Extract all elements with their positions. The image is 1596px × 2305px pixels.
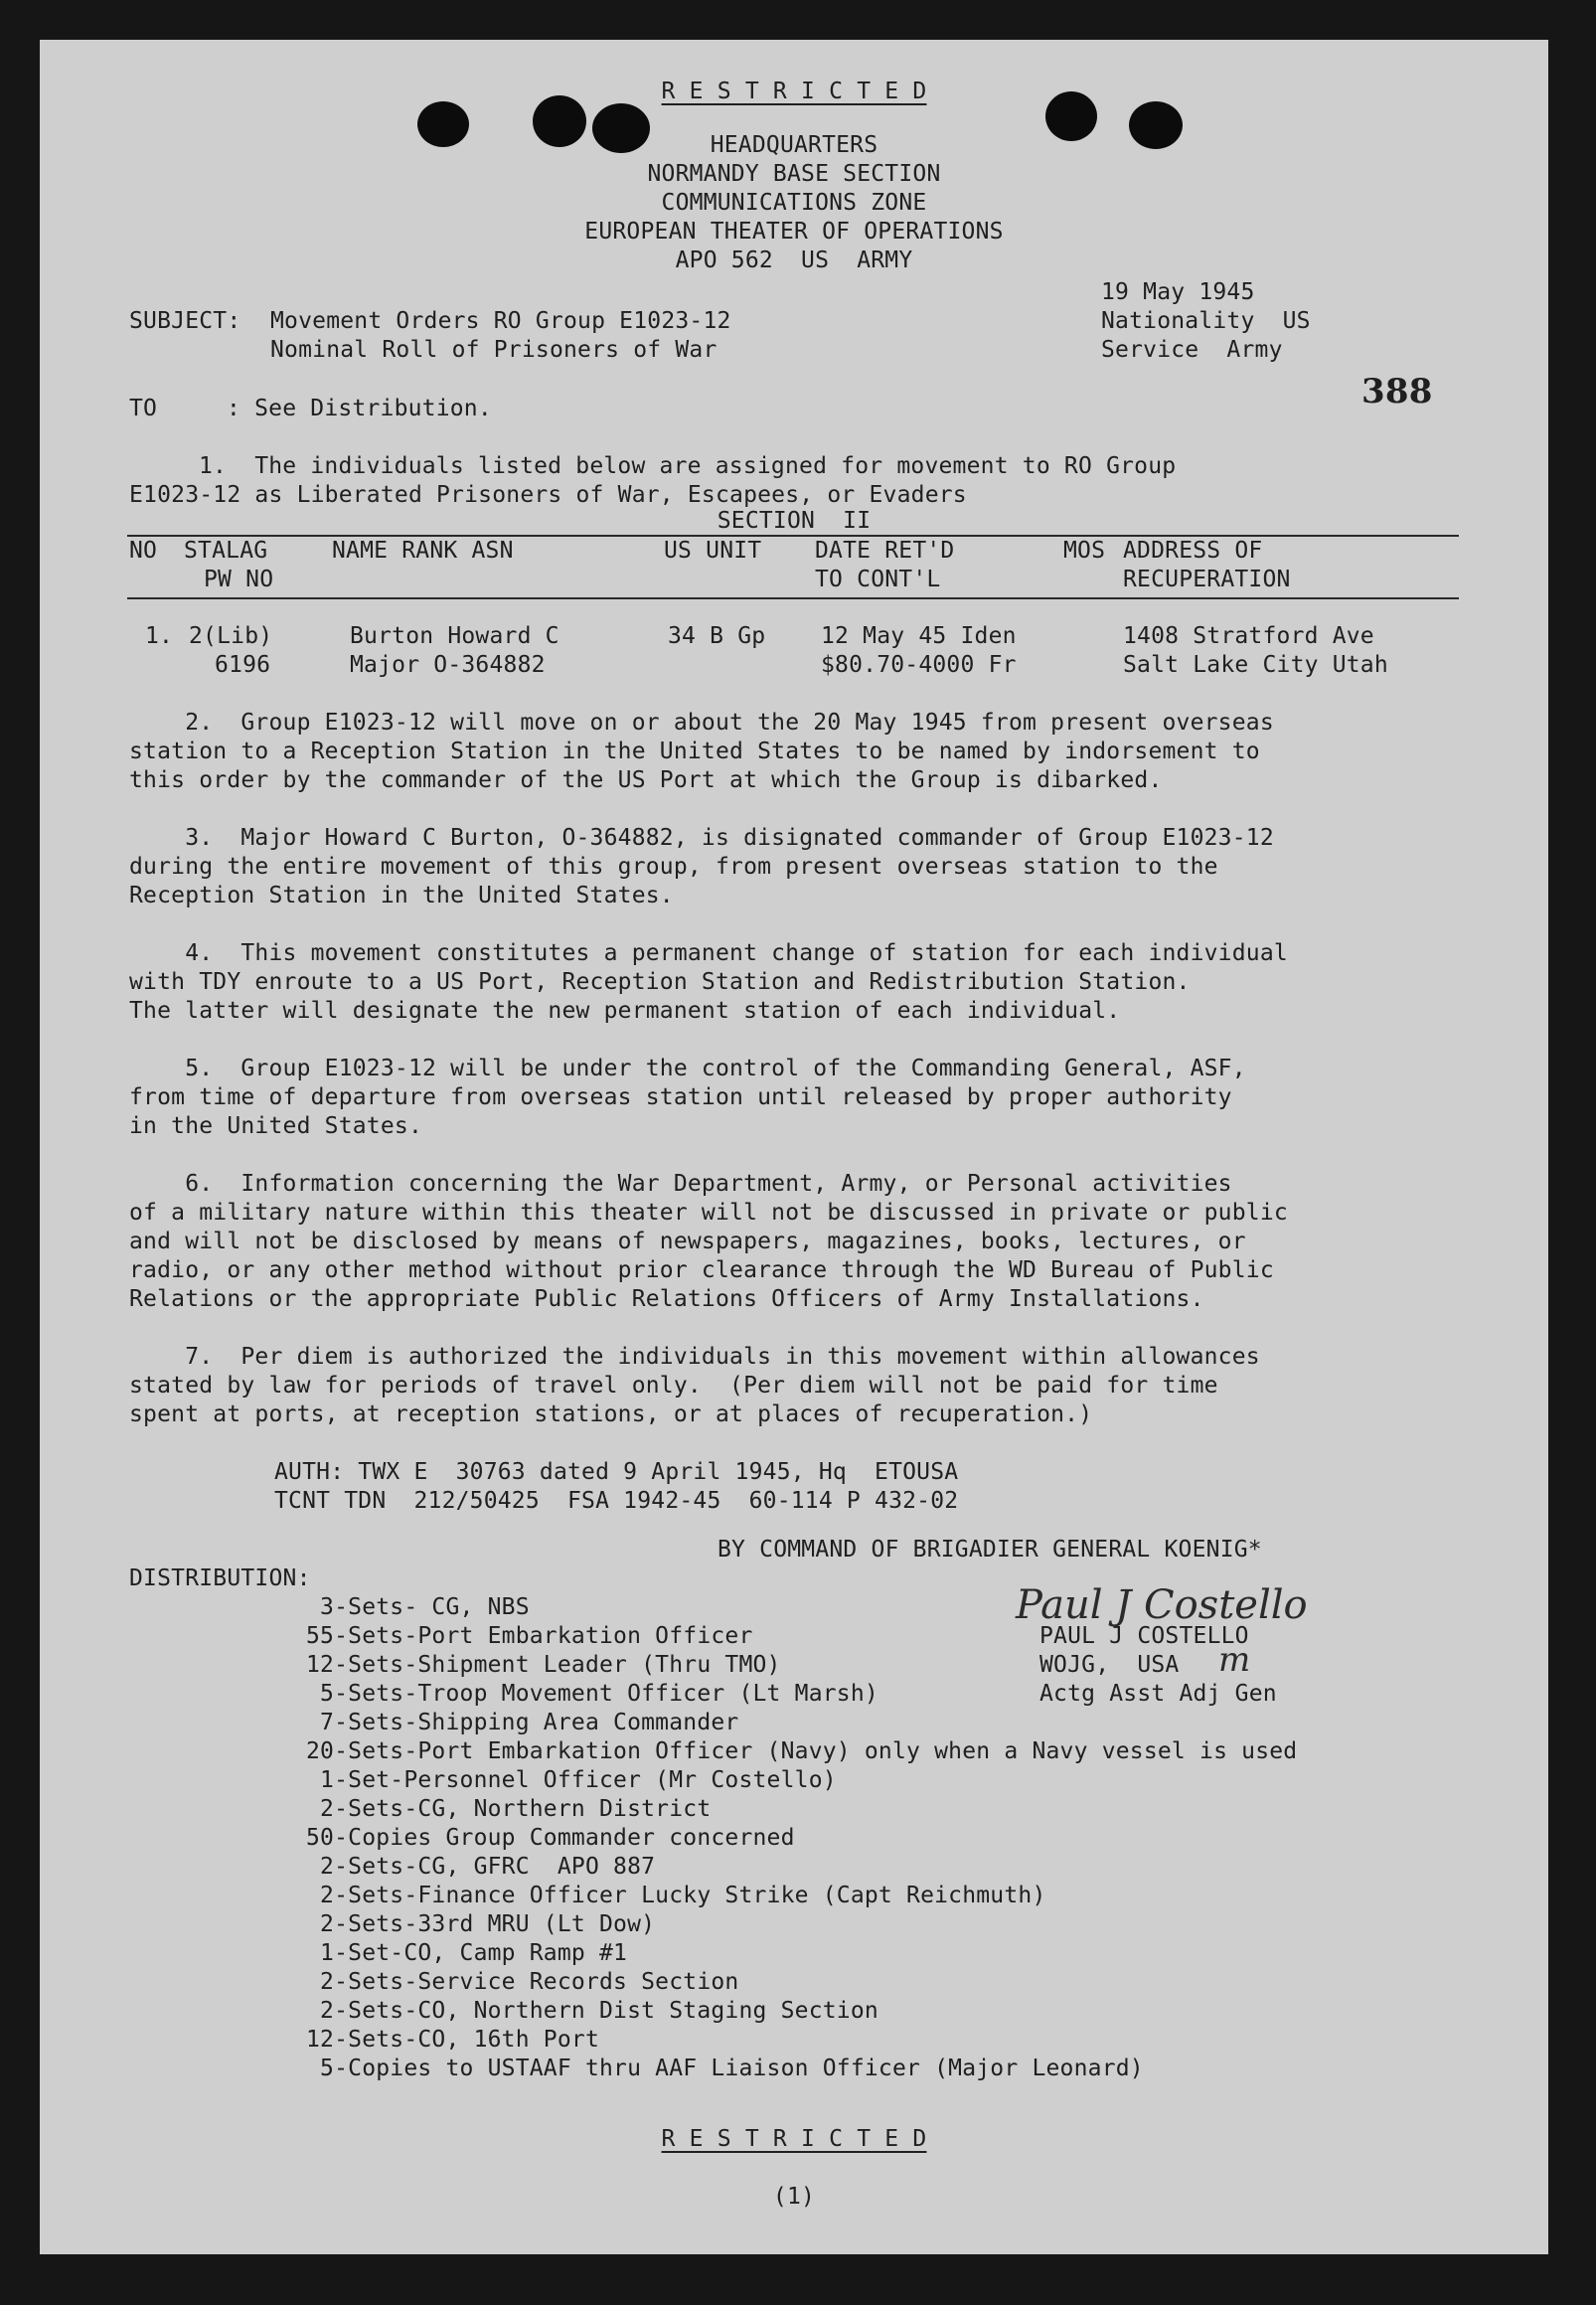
distribution-item: 55-Sets-Port Embarkation Officer [306, 1623, 753, 1649]
date: 19 May 1945 [1101, 279, 1255, 305]
distribution-item: 50-Copies Group Commander concerned [306, 1825, 795, 1851]
distribution-item: 20-Sets-Port Embarkation Officer (Navy) only when a Navy vessel is used [306, 1738, 1298, 1764]
distribution-item: 2-Sets-CO, Northern Dist Staging Section [306, 1998, 878, 2024]
table-header-pw-no: PW NO [204, 567, 274, 592]
paragraph-line: this order by the commander of the US Port at which the Group is dibarked. [129, 767, 1163, 793]
paragraph-line: spent at ports, at reception stations, or at places of recuperation.) [129, 1401, 1093, 1427]
table-cell-pw-no: 6196 [215, 652, 271, 678]
table-header-name: NAME RANK ASN [332, 538, 514, 564]
distribution-item: 2-Sets-CG, Northern District [306, 1796, 712, 1822]
paragraph-line: The latter will designate the new permanent station of each individual. [129, 998, 1121, 1024]
distribution-item: 12-Sets-CO, 16th Port [306, 2027, 599, 2053]
paragraph-line: station to a Reception Station in the United States to be named by indorsement to [129, 739, 1260, 764]
table-header-address: RECUPERATION [1123, 567, 1291, 592]
table-cell-amount: $80.70-4000 Fr [821, 652, 1017, 678]
paragraph-line: E1023-12 as Liberated Prisoners of War, Escapees, or Evaders [129, 482, 967, 508]
header-line: COMMUNICATIONS ZONE [661, 190, 927, 216]
distribution-item: 1-Set-CO, Camp Ramp #1 [306, 1940, 628, 1966]
paragraph-line: 6. Information concerning the War Department, Army, or Personal activities [129, 1171, 1232, 1197]
handwritten-initials: m [1218, 1640, 1251, 1680]
classification-bottom: R E S T R I C T E D [661, 2126, 927, 2152]
table-cell-address: 1408 Stratford Ave [1123, 623, 1374, 649]
to-value: : See Distribution. [227, 396, 492, 421]
paragraph-line: radio, or any other method without prior clearance through the WD Bureau of Public [129, 1257, 1274, 1283]
table-header-unit: US UNIT [664, 538, 762, 564]
subject-label: SUBJECT: [129, 308, 241, 334]
distribution-item: 1-Set-Personnel Officer (Mr Costello) [306, 1767, 837, 1793]
paragraph-line: from time of departure from overseas station until released by proper authority [129, 1084, 1232, 1110]
paragraph-line: 5. Group E1023-12 will be under the control of the Commanding General, ASF, [129, 1056, 1246, 1081]
table-cell-address: Salt Lake City Utah [1123, 652, 1388, 678]
order-number: 388 [1361, 372, 1433, 412]
table-cell-unit: 34 B Gp [668, 623, 766, 649]
distribution-item: 2-Sets-Finance Officer Lucky Strike (Capt Reichmuth) [306, 1883, 1046, 1908]
paragraph-line: 2. Group E1023-12 will move on or about the 20 May 1945 from present overseas [129, 710, 1274, 736]
auth-line: AUTH: TWX E 30763 dated 9 April 1945, Hq ETOUSA [274, 1459, 959, 1485]
classification-top: R E S T R I C T E D [661, 79, 927, 104]
auth-line: TCNT TDN 212/50425 FSA 1942-45 60-114 P 432-02 [274, 1488, 959, 1514]
signer-title: Actg Asst Adj Gen [1039, 1681, 1277, 1707]
nationality: Nationality US [1101, 308, 1311, 334]
header-line: EUROPEAN THEATER OF OPERATIONS [584, 219, 1004, 245]
header-line: NORMANDY BASE SECTION [647, 161, 941, 187]
table-header-date: TO CONT'L [815, 567, 941, 592]
handwritten-signature: Paul J Costello [1016, 1582, 1308, 1628]
paragraph-line: Reception Station in the United States. [129, 883, 674, 908]
distribution-item: 2-Sets-CG, GFRC APO 887 [306, 1854, 656, 1880]
table-cell-date: 12 May 45 Iden [821, 623, 1017, 649]
table-header-date: DATE RET'D [815, 538, 955, 564]
paragraph-line: during the entire movement of this group, from present overseas station to the [129, 854, 1218, 880]
distribution-label: DISTRIBUTION: [129, 1565, 311, 1591]
distribution-item: 5-Sets-Troop Movement Officer (Lt Marsh) [306, 1681, 878, 1707]
distribution-item: 2-Sets-33rd MRU (Lt Dow) [306, 1911, 656, 1937]
distribution-item: 5-Copies to USTAAF thru AAF Liaison Officer (Major Leonard) [306, 2056, 1144, 2081]
distribution-item: 12-Sets-Shipment Leader (Thru TMO) [306, 1652, 781, 1678]
distribution-item: 7-Sets-Shipping Area Commander [306, 1710, 739, 1735]
table-header-no: NO [129, 538, 158, 564]
paragraph-line: 7. Per diem is authorized the individuals in this movement within allowances [129, 1344, 1260, 1370]
page-number: (1) [772, 2184, 816, 2210]
signer-rank: WOJG, USA [1039, 1652, 1180, 1678]
table-cell-rank-asn: Major O-364882 [350, 652, 546, 678]
document-page [40, 40, 1548, 2254]
subject-line: Movement Orders RO Group E1023-12 [270, 308, 731, 334]
paragraph-line: stated by law for periods of travel only. (Per diem will not be paid for time [129, 1373, 1218, 1399]
to-label: TO [129, 396, 158, 421]
distribution-item: 2-Sets-Service Records Section [306, 1969, 739, 1995]
signer-name: PAUL J COSTELLO [1039, 1623, 1249, 1649]
table-cell-name: Burton Howard C [350, 623, 559, 649]
table-cell-stalag: 2(Lib) [189, 623, 273, 649]
header-line: APO 562 US ARMY [675, 247, 913, 273]
header-line: HEADQUARTERS [710, 132, 878, 158]
table-rule [127, 597, 1459, 599]
table-cell-no: 1. [145, 623, 174, 649]
paragraph-line: 3. Major Howard C Burton, O-364882, is disignated commander of Group E1023-12 [129, 825, 1274, 851]
table-header-stalag: STALAG [184, 538, 268, 564]
table-header-mos: MOS [1063, 538, 1106, 564]
table-header-address: ADDRESS OF [1123, 538, 1263, 564]
paragraph-line: in the United States. [129, 1113, 422, 1139]
service: Service Army [1101, 337, 1283, 363]
paragraph-line: 4. This movement constitutes a permanent change of station for each individual [129, 940, 1288, 966]
section-title: SECTION II [717, 508, 872, 534]
paragraph-line: and will not be disclosed by means of newspapers, magazines, books, lectures, or [129, 1229, 1246, 1254]
paragraph-line: Relations or the appropriate Public Relations Officers of Army Installations. [129, 1286, 1204, 1312]
command-line: BY COMMAND OF BRIGADIER GENERAL KOENIG* [718, 1537, 1262, 1563]
distribution-item: 3-Sets- CG, NBS [306, 1594, 530, 1620]
subject-line: Nominal Roll of Prisoners of War [270, 337, 718, 363]
paragraph-line: of a military nature within this theater will not be discussed in private or public [129, 1200, 1288, 1226]
paragraph-line: 1. The individuals listed below are assigned for movement to RO Group [199, 453, 1177, 479]
paragraph-line: with TDY enroute to a US Port, Reception Station and Redistribution Station. [129, 969, 1191, 995]
